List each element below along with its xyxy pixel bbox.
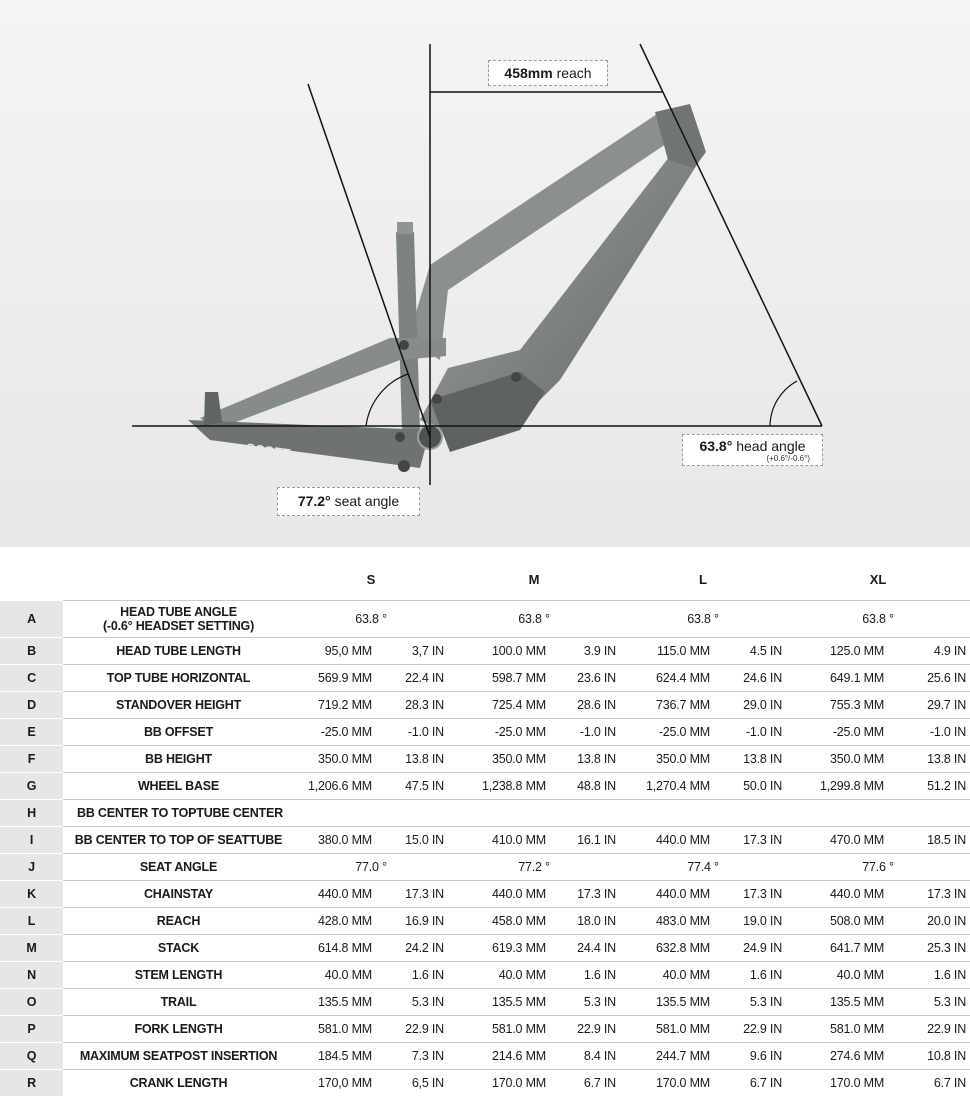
value-in: 6.7 IN (712, 1069, 786, 1096)
parameter-name-line: STANDOVER HEIGHT (115, 697, 242, 712)
value-in: 24.4 IN (548, 934, 620, 961)
frame-illustration (0, 0, 970, 547)
parameter-name (63, 718, 294, 745)
parameter-name-line: BB OFFSET (143, 724, 214, 739)
value-in: 6.7 IN (548, 1069, 620, 1096)
value-in: 24.2 IN (374, 934, 448, 961)
merged-value: 77.6 ° (786, 853, 970, 880)
value-in: -1.0 IN (548, 718, 620, 745)
value-in: 29.0 IN (712, 691, 786, 718)
merged-value: 63.8 ° (786, 600, 970, 637)
value-in: 17.3 IN (886, 880, 970, 907)
value-in: 15.0 IN (374, 826, 448, 853)
parameter-name (63, 907, 294, 934)
value-mm: 632.8 MM (620, 934, 712, 961)
reach-label: reach (556, 65, 592, 81)
value-mm: 440.0 MM (294, 880, 374, 907)
value-mm: 244.7 MM (620, 1042, 712, 1069)
row-letter: B (0, 637, 63, 664)
value-mm: 470.0 MM (786, 826, 886, 853)
parameter-name-line: TRAIL (160, 994, 197, 1009)
parameter-name-line: WHEEL BASE (137, 778, 220, 793)
value-in: 4.5 IN (712, 637, 786, 664)
value-mm: 649.1 MM (786, 664, 886, 691)
value-mm: 719.2 MM (294, 691, 374, 718)
value-in: 20.0 IN (886, 907, 970, 934)
value-in: 25.3 IN (886, 934, 970, 961)
table-row (0, 664, 970, 691)
value-mm: 135.5 MM (294, 988, 374, 1015)
value-mm: 40.0 MM (448, 961, 548, 988)
head-angle-callout (682, 434, 823, 466)
size-header-row (0, 566, 970, 600)
geometry-table-body (0, 600, 970, 1096)
value-mm: 115.0 MM (620, 637, 712, 664)
value-in: 22.9 IN (712, 1015, 786, 1042)
row-letter: N (0, 961, 63, 988)
value-in: 18.5 IN (886, 826, 970, 853)
value-mm: 1,270.4 MM (620, 772, 712, 799)
table-row (0, 934, 970, 961)
seat-angle-callout (277, 487, 420, 516)
value-mm: 440.0 MM (786, 880, 886, 907)
value-mm: 135.5 MM (448, 988, 548, 1015)
merged-value: 77.2 ° (448, 853, 620, 880)
value-in: 6,5 IN (374, 1069, 448, 1096)
value-mm: 380.0 MM (294, 826, 374, 853)
value-in: 22.9 IN (548, 1015, 620, 1042)
value-in: 22.9 IN (374, 1015, 448, 1042)
parameter-name (63, 1042, 294, 1069)
geometry-table (0, 566, 970, 1096)
row-letter: H (0, 799, 63, 826)
value-mm: 755.3 MM (786, 691, 886, 718)
row-letter: D (0, 691, 63, 718)
value-mm: 581.0 MM (448, 1015, 548, 1042)
pivot-bolt (395, 432, 405, 442)
value-in: 28.6 IN (548, 691, 620, 718)
parameter-name-line: HEAD TUBE ANGLE (120, 604, 237, 619)
value-mm: 624.4 MM (620, 664, 712, 691)
parameter-name-line: STEM LENGTH (134, 967, 223, 982)
value-mm: 641.7 MM (786, 934, 886, 961)
value-mm: 135.5 MM (786, 988, 886, 1015)
value-mm: 569.9 MM (294, 664, 374, 691)
parameter-name-line: STACK (157, 940, 200, 955)
value-in: 1.6 IN (712, 961, 786, 988)
parameter-name (63, 961, 294, 988)
parameter-name-line: REACH (156, 913, 201, 928)
table-row (0, 988, 970, 1015)
value-in: 1.6 IN (548, 961, 620, 988)
table-row (0, 1042, 970, 1069)
table-row (0, 600, 970, 637)
value-mm: 95,0 MM (294, 637, 374, 664)
value-in: 9.6 IN (712, 1042, 786, 1069)
value-in: 13.8 IN (712, 745, 786, 772)
reach-value: 458mm (504, 65, 553, 81)
value-in: 17.3 IN (712, 826, 786, 853)
diagram-background (0, 0, 970, 547)
value-in: 1.6 IN (886, 961, 970, 988)
value-mm: 214.6 MM (448, 1042, 548, 1069)
value-in: 17.3 IN (548, 880, 620, 907)
parameter-name-line: FORK LENGTH (134, 1021, 223, 1036)
value-in: 5.3 IN (548, 988, 620, 1015)
value-in: 24.9 IN (712, 934, 786, 961)
value-mm: 619.3 MM (448, 934, 548, 961)
value-mm: 184.5 MM (294, 1042, 374, 1069)
pivot-bolt (432, 394, 442, 404)
value-mm: 581.0 MM (294, 1015, 374, 1042)
parameter-name (63, 934, 294, 961)
value-mm: 581.0 MM (786, 1015, 886, 1042)
value-mm: 428.0 MM (294, 907, 374, 934)
value-in: 8.4 IN (548, 1042, 620, 1069)
value-mm: 458.0 MM (448, 907, 548, 934)
parameter-name-line: TOP TUBE HORIZONTAL (106, 670, 251, 685)
value-in: 48.8 IN (548, 772, 620, 799)
value-in: 10.8 IN (886, 1042, 970, 1069)
value-in: 3.9 IN (548, 637, 620, 664)
value-mm: 736.7 MM (620, 691, 712, 718)
pivot-bolt (398, 460, 410, 472)
row-letter: G (0, 772, 63, 799)
parameter-name-line: BB CENTER TO TOP OF SEATTUBE (74, 832, 283, 847)
value-in: 19.0 IN (712, 907, 786, 934)
value-in: 28.3 IN (374, 691, 448, 718)
parameter-name-line: HEAD TUBE LENGTH (116, 643, 241, 658)
value-mm: 100.0 MM (448, 637, 548, 664)
value-in: -1.0 IN (374, 718, 448, 745)
value-in: 4.9 IN (886, 637, 970, 664)
row-letter: J (0, 853, 63, 880)
value-in: 5.3 IN (374, 988, 448, 1015)
value-in: 16.9 IN (374, 907, 448, 934)
table-row (0, 691, 970, 718)
size-header: XL (869, 572, 887, 587)
value-mm: -25.0 MM (786, 718, 886, 745)
frame-logo: SCOTT (244, 440, 291, 462)
row-letter: P (0, 1015, 63, 1042)
value-in: 25.6 IN (886, 664, 970, 691)
value-mm: -25.0 MM (620, 718, 712, 745)
parameter-name-line: CRANK LENGTH (129, 1075, 228, 1090)
size-header: L (699, 572, 707, 587)
value-mm: 1,206.6 MM (294, 772, 374, 799)
parameter-name (63, 799, 970, 826)
value-in: -1.0 IN (886, 718, 970, 745)
head-angle-note: (+0.6°/-0.6°) (766, 454, 810, 463)
value-in: 1.6 IN (374, 961, 448, 988)
value-mm: 170.0 MM (786, 1069, 886, 1096)
seat-angle-value: 77.2° (297, 493, 331, 509)
value-mm: 440.0 MM (448, 880, 548, 907)
value-mm: 350.0 MM (620, 745, 712, 772)
parameter-name (63, 1069, 294, 1096)
value-in: 7.3 IN (374, 1042, 448, 1069)
parameter-name-line: BB HEIGHT (145, 751, 212, 766)
value-in: 13.8 IN (548, 745, 620, 772)
value-in: 24.6 IN (712, 664, 786, 691)
parameter-name-line: MAXIMUM SEATPOST INSERTION (79, 1048, 278, 1063)
row-letter: A (0, 600, 63, 637)
value-in: 5.3 IN (712, 988, 786, 1015)
value-in: -1.0 IN (712, 718, 786, 745)
value-mm: 40.0 MM (294, 961, 374, 988)
parameter-name (63, 772, 294, 799)
value-mm: 170.0 MM (448, 1069, 548, 1096)
parameter-name (63, 1015, 294, 1042)
head-angle-label: head angle (736, 438, 806, 454)
value-mm: 135.5 MM (620, 988, 712, 1015)
value-in: 5.3 IN (886, 988, 970, 1015)
table-row (0, 637, 970, 664)
table-row (0, 826, 970, 853)
value-in: 18.0 IN (548, 907, 620, 934)
value-in: 6.7 IN (886, 1069, 970, 1096)
value-mm: 440.0 MM (620, 826, 712, 853)
value-mm: 410.0 MM (448, 826, 548, 853)
table-row (0, 961, 970, 988)
table-row (0, 1069, 970, 1096)
value-mm: 614.8 MM (294, 934, 374, 961)
value-mm: -25.0 MM (294, 718, 374, 745)
value-mm: 508.0 MM (786, 907, 886, 934)
size-header: S (366, 572, 376, 587)
table-row (0, 745, 970, 772)
value-mm: 1,299.8 MM (786, 772, 886, 799)
value-mm: 1,238.8 MM (448, 772, 548, 799)
seat-collar (397, 222, 413, 234)
table-row (0, 1015, 970, 1042)
row-letter: K (0, 880, 63, 907)
table-row (0, 880, 970, 907)
value-mm: 483.0 MM (620, 907, 712, 934)
value-mm: 40.0 MM (620, 961, 712, 988)
reach-callout (488, 60, 608, 86)
value-in: 22.4 IN (374, 664, 448, 691)
value-in: 3,7 IN (374, 637, 448, 664)
value-mm: 725.4 MM (448, 691, 548, 718)
parameter-name (63, 691, 294, 718)
row-letter: I (0, 826, 63, 853)
value-in: 47.5 IN (374, 772, 448, 799)
parameter-name (63, 853, 294, 880)
size-header: M (528, 572, 540, 587)
merged-value: 77.0 ° (294, 853, 448, 880)
value-mm: -25.0 MM (448, 718, 548, 745)
value-mm: 350.0 MM (294, 745, 374, 772)
value-in: 50.0 IN (712, 772, 786, 799)
frame-geometry-diagram (0, 0, 970, 547)
merged-value: 63.8 ° (294, 600, 448, 637)
row-letter: L (0, 907, 63, 934)
row-letter: R (0, 1069, 63, 1096)
table-row (0, 772, 970, 799)
table-row (0, 907, 970, 934)
row-letter: C (0, 664, 63, 691)
value-in: 13.8 IN (374, 745, 448, 772)
pivot-bolt (399, 340, 409, 350)
value-mm: 125.0 MM (786, 637, 886, 664)
row-letter: E (0, 718, 63, 745)
parameter-name (63, 637, 294, 664)
table-row (0, 853, 970, 880)
parameter-name (63, 745, 294, 772)
parameter-name-line: CHAINSTAY (143, 886, 214, 901)
value-in: 51.2 IN (886, 772, 970, 799)
value-mm: 40.0 MM (786, 961, 886, 988)
value-in: 22.9 IN (886, 1015, 970, 1042)
table-row (0, 718, 970, 745)
value-in: 29.7 IN (886, 691, 970, 718)
parameter-name (63, 988, 294, 1015)
row-letter: Q (0, 1042, 63, 1069)
seat-angle-label: seat angle (334, 493, 400, 509)
merged-value: 63.8 ° (620, 600, 786, 637)
value-in: 23.6 IN (548, 664, 620, 691)
parameter-name (63, 880, 294, 907)
row-letter: O (0, 988, 63, 1015)
parameter-name-line: SEAT ANGLE (139, 859, 218, 874)
parameter-name (63, 826, 294, 853)
head-angle-value: 63.8° (699, 438, 733, 454)
value-mm: 170.0 MM (620, 1069, 712, 1096)
value-mm: 598.7 MM (448, 664, 548, 691)
value-in: 17.3 IN (712, 880, 786, 907)
value-mm: 170,0 MM (294, 1069, 374, 1096)
merged-value: 77.4 ° (620, 853, 786, 880)
merged-value: 63.8 ° (448, 600, 620, 637)
value-mm: 440.0 MM (620, 880, 712, 907)
table-row (0, 799, 970, 826)
value-mm: 274.6 MM (786, 1042, 886, 1069)
value-mm: 350.0 MM (448, 745, 548, 772)
parameter-name (63, 600, 294, 637)
parameter-name (63, 664, 294, 691)
row-letter: M (0, 934, 63, 961)
value-mm: 581.0 MM (620, 1015, 712, 1042)
row-letter: F (0, 745, 63, 772)
value-in: 17.3 IN (374, 880, 448, 907)
value-in: 13.8 IN (886, 745, 970, 772)
pivot-bolt (511, 372, 521, 382)
value-in: 16.1 IN (548, 826, 620, 853)
value-mm: 350.0 MM (786, 745, 886, 772)
parameter-name-line: BB CENTER TO TOPTUBE CENTER (77, 805, 283, 820)
parameter-name-line: (-0.6° HEADSET SETTING) (102, 618, 255, 633)
